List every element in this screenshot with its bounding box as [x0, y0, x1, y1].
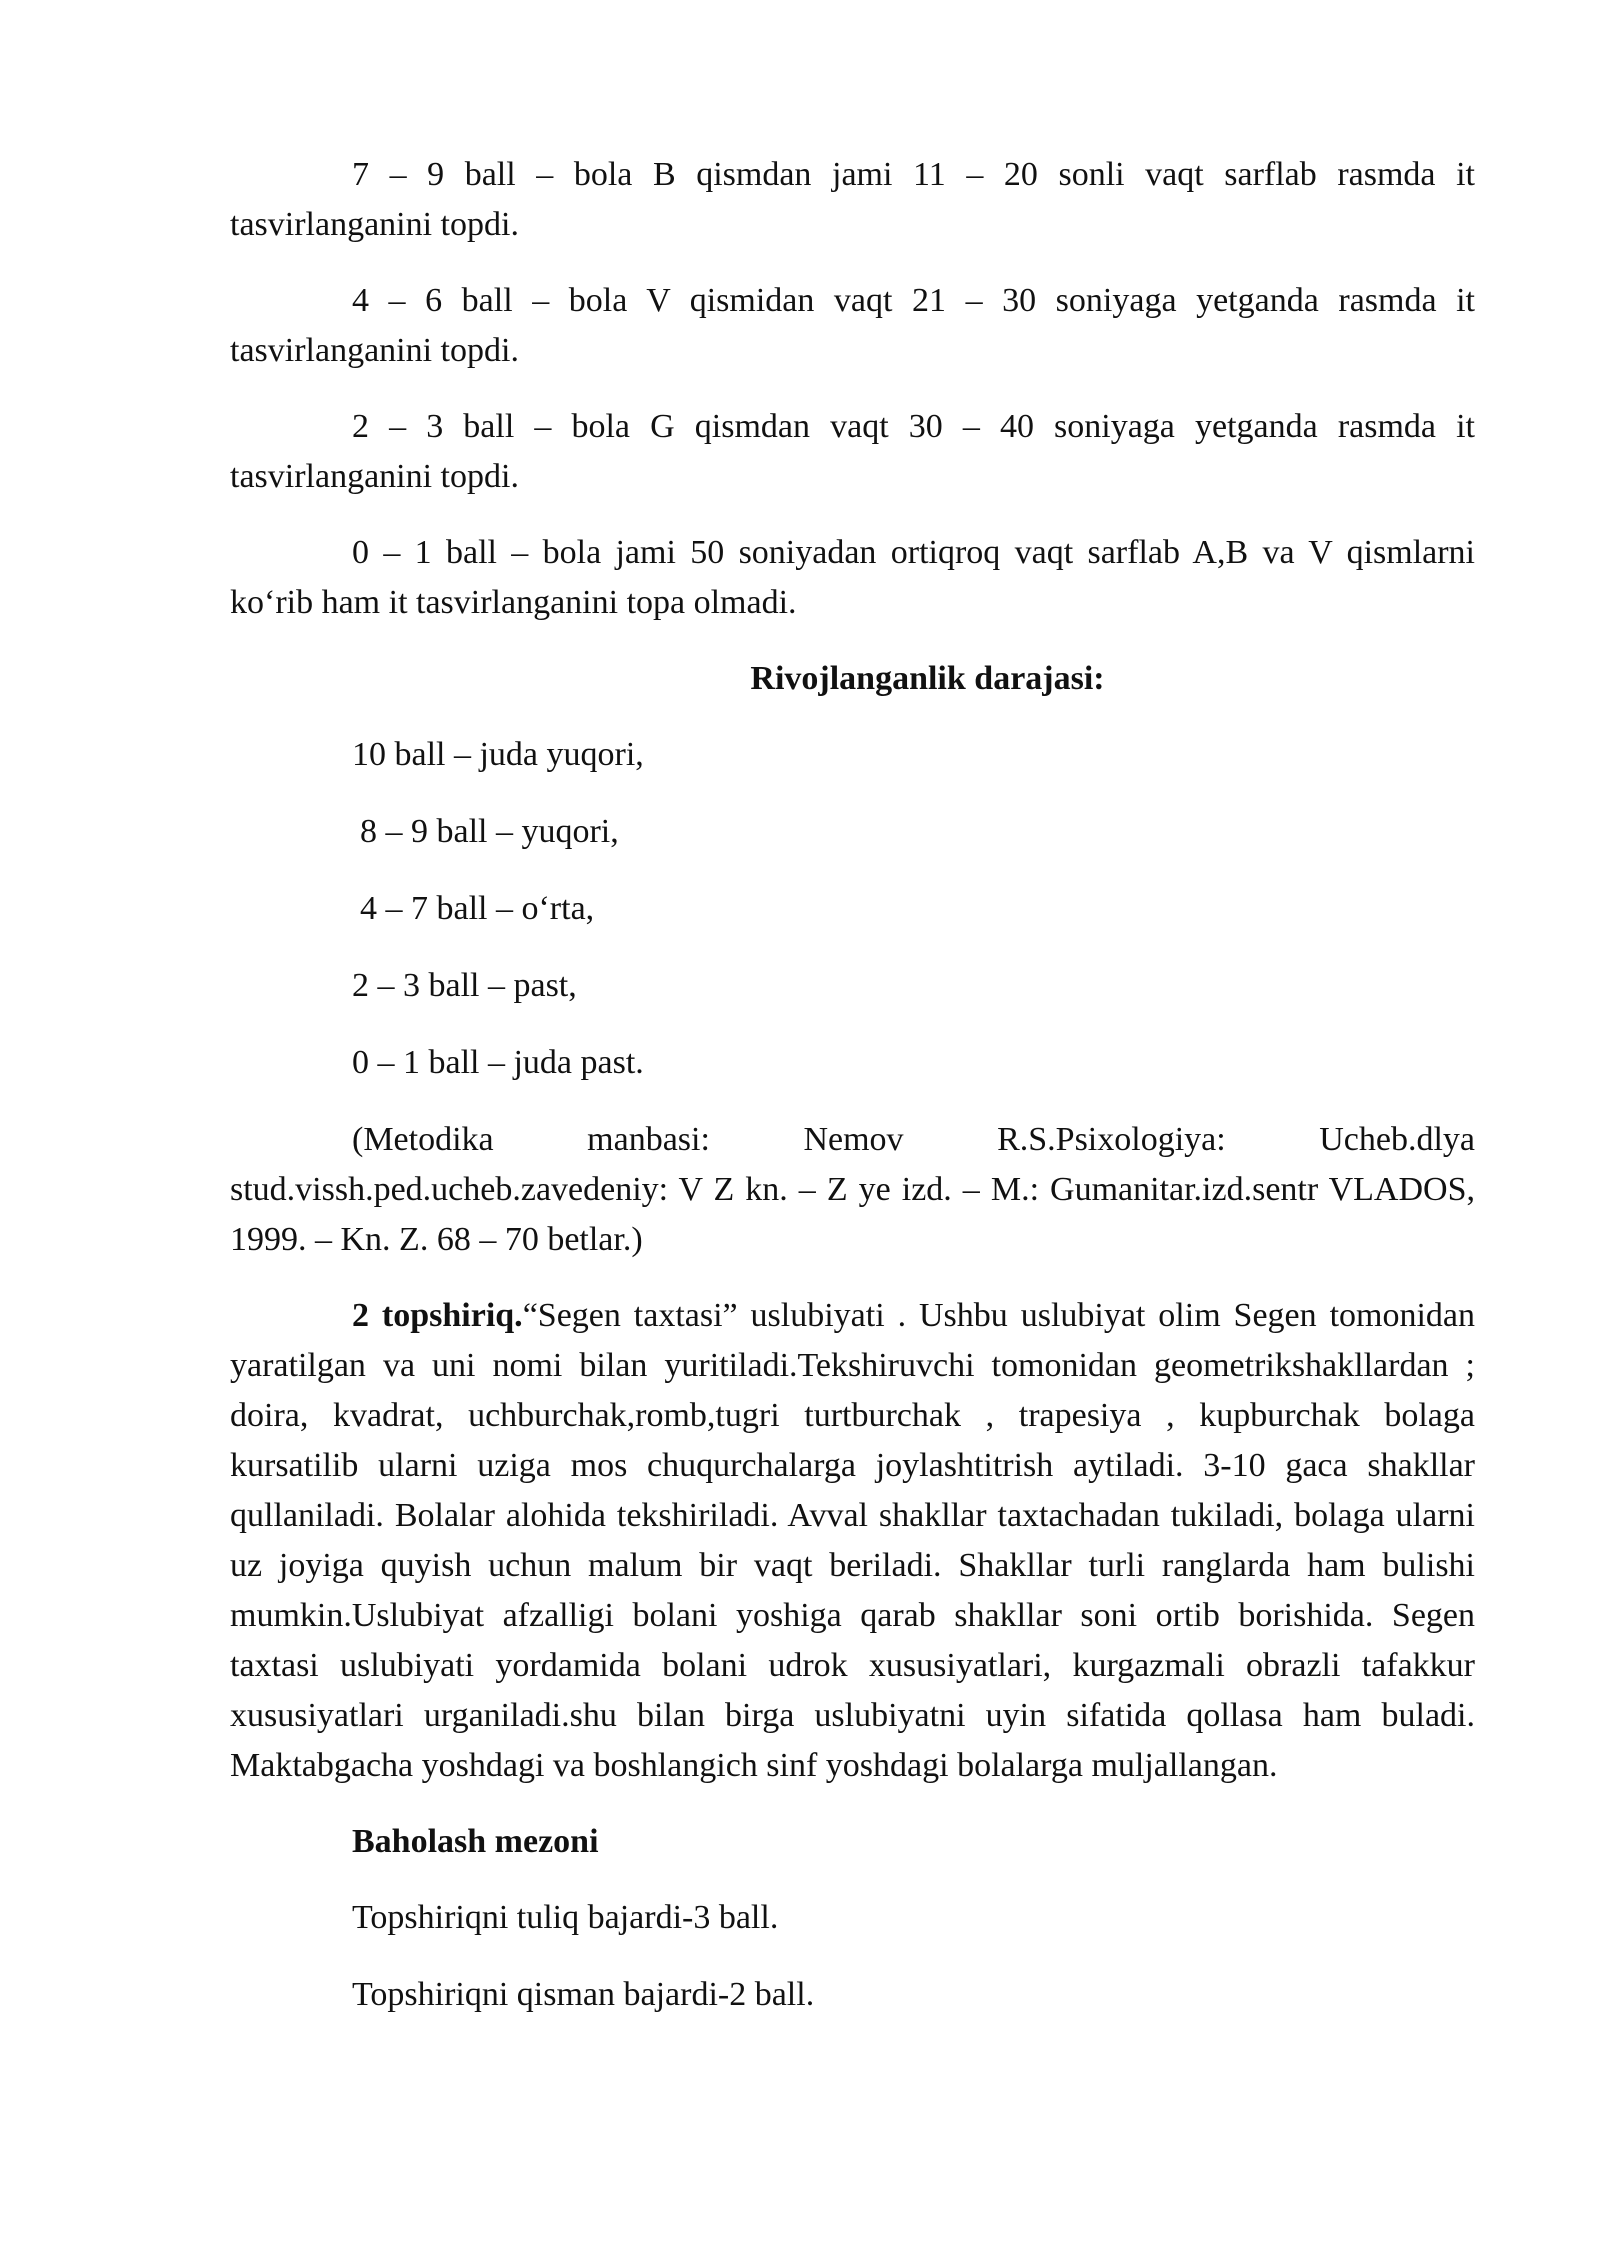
- task-label: 2 topshiriq.: [352, 1297, 523, 1334]
- criteria-item: Topshiriqni qisman bajardi-2 ball.: [352, 1976, 815, 2013]
- level-item: 0 – 1 ball – juda past.: [352, 1044, 644, 1081]
- task-paragraph: [230, 1291, 1475, 1791]
- level-item: 2 – 3 ball – past,: [352, 967, 577, 1004]
- level-item: 8 – 9 ball – yuqori,: [360, 813, 619, 850]
- level-heading: Rivojlanganlik darajasi:: [750, 660, 1105, 697]
- score-paragraph-7-9: 7 – 9 ball – bola B qismdan jami 11 – 20 sonli vaqt sarflab rasmda it tasvirlanganini topdi.: [230, 156, 1475, 243]
- score-paragraph-2-3: 2 – 3 ball – bola G qismdan vaqt 30 – 40 soniyaga yetganda rasmda it tasvirlanganini topdi.: [230, 408, 1475, 495]
- source-citation: (Metodika manbasi: Nemov R.S.Psixologiya: Ucheb.dlya stud.vissh.ped.ucheb.zavedeniy: V Z kn. – Z ye izd. – M.: Gumanitar.izd.sentr VLADOS, 1999. – Kn. Z. 68 – 70 betlar.): [230, 1121, 1475, 1258]
- task-text: “Segen taxtasi” uslubiyati . Ushbu uslubiyat olim Segen tomonidan yaratilgan va uni nomi bilan yuritiladi.Tekshiruvchi tomonidan geometrikshakllardan ; doira, kvadrat, uchburchak,romb,tugri turtburchak , trapesiya , kupburchak bolaga kursatilib ularni uziga mos chuqurchalarga joylashtitrish aytiladi. 3-10 gaca shakllar qullaniladi. Bolalar alohida tekshiriladi. Avval shakllar taxtachadan tukiladi, bolaga ularni uz joyiga quyish uchun malum bir vaqt beriladi. Shakllar turli ranglarda ham bulishi mumkin.Uslubiyat afzalligi bolani yoshiga qarab shakllar soni ortib borishida. Segen taxtasi uslubiyati yordamida bolani udrok xususiyatlari, kurgazmali obrazli tafakkur xususiyatlari urganiladi.shu bilan birga uslubiyatni uyin sifatida qollasa ham buladi. Maktabgacha yoshdagi va boshlangich sinf yoshdagi bolalarga muljallangan.: [230, 1297, 1475, 1784]
- level-item: 10 ball – juda yuqori,: [352, 736, 644, 773]
- score-paragraph-4-6: 4 – 6 ball – bola V qismidan vaqt 21 – 30 soniyaga yetganda rasmda it tasvirlanganini topdi.: [230, 282, 1475, 369]
- criteria-heading: Baholash mezoni: [352, 1823, 599, 1860]
- score-paragraph-0-1: 0 – 1 ball – bola jami 50 soniyadan ortiqroq vaqt sarflab A,B va V qismlarni ko‘rib ham it tasvirlanganini topa olmadi.: [230, 534, 1475, 621]
- criteria-item: Topshiriqni tuliq bajardi-3 ball.: [352, 1899, 779, 1936]
- document-page: [230, 150, 1475, 2047]
- level-item: 4 – 7 ball – o‘rta,: [360, 890, 595, 927]
